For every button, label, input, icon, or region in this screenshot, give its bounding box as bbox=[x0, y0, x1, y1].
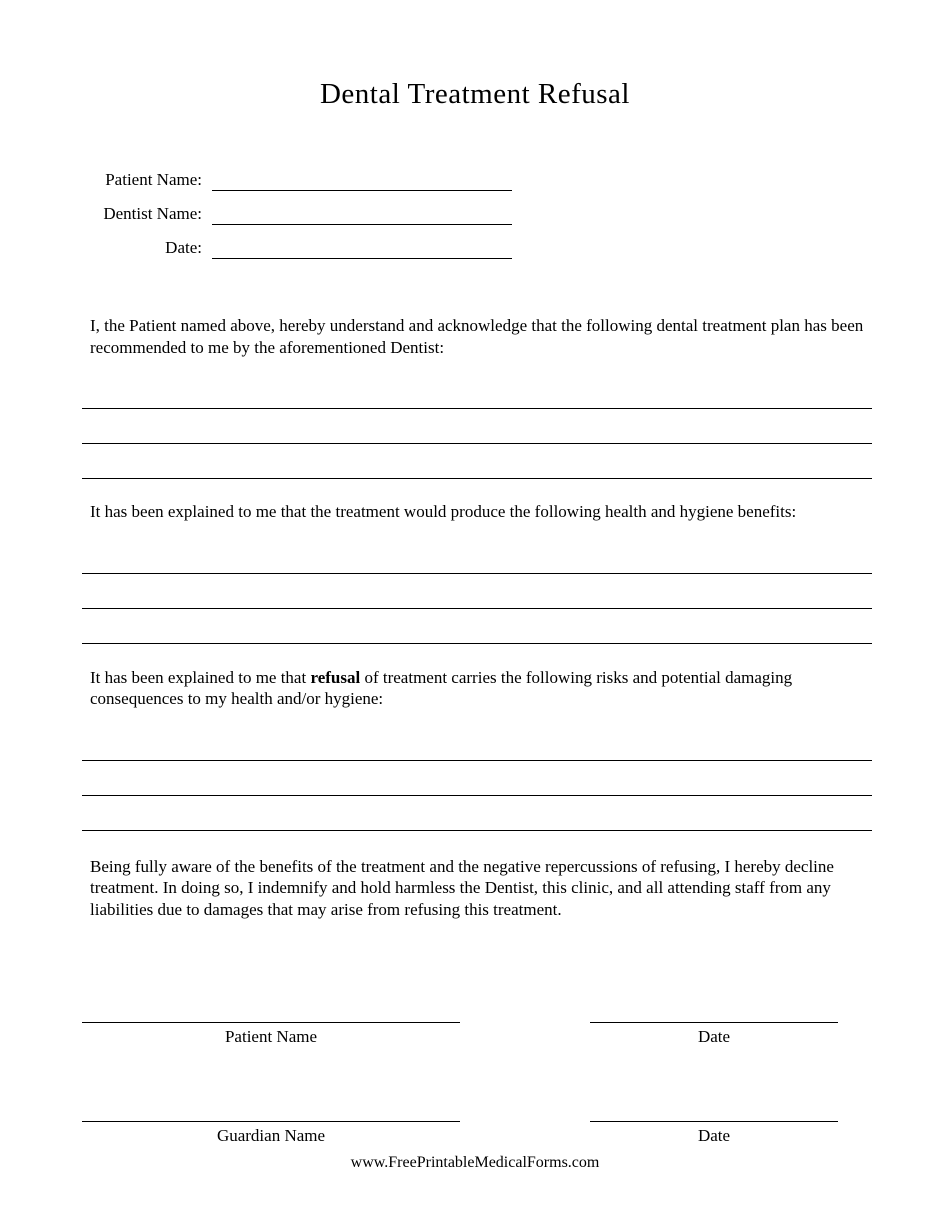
benefits-line-2[interactable] bbox=[82, 574, 872, 609]
patient-name-label: Patient Name: bbox=[105, 170, 202, 189]
guardian-date-line[interactable] bbox=[590, 1099, 838, 1122]
risks-paragraph bbox=[90, 667, 872, 710]
date-label: Date: bbox=[165, 238, 202, 257]
guardian-signature-label: Guardian Name bbox=[216, 1126, 326, 1145]
page-title: Dental Treatment Refusal bbox=[319, 78, 630, 110]
treatment-plan-line-3[interactable] bbox=[82, 444, 872, 479]
date-fill-line[interactable] bbox=[212, 236, 512, 259]
risks-text-suffix: of treatment carries the following risks and potential damaging consequences to my health and/or hygiene: bbox=[90, 667, 793, 708]
treatment-plan-write-lines bbox=[82, 366, 872, 479]
patient-date-block bbox=[590, 1000, 838, 1047]
guardian-date-label: Date bbox=[697, 1126, 731, 1145]
risks-line-1[interactable] bbox=[82, 718, 872, 761]
patient-name-fill-line[interactable] bbox=[212, 168, 512, 191]
risks-write-lines bbox=[82, 718, 872, 831]
guardian-signature-line[interactable] bbox=[82, 1099, 460, 1122]
intro-paragraph: I, the Patient named above, hereby understand and acknowledge that the following dental treatment plan has been recommended to me by the aforementioned Dentist: bbox=[90, 316, 864, 357]
benefits-line-1[interactable] bbox=[82, 531, 872, 574]
patient-date-line[interactable] bbox=[590, 1000, 838, 1023]
dentist-name-label: Dentist Name: bbox=[103, 204, 202, 223]
patient-signature-label: Patient Name bbox=[224, 1027, 318, 1046]
guardian-signature-block bbox=[82, 1099, 460, 1146]
date-field-row bbox=[80, 225, 950, 259]
dentist-name-fill-line[interactable] bbox=[212, 202, 512, 225]
dentist-name-field-row bbox=[80, 191, 950, 225]
guardian-signature-row bbox=[82, 1099, 868, 1146]
risks-bold-word: refusal bbox=[310, 667, 361, 687]
patient-date-label: Date bbox=[697, 1027, 731, 1046]
declaration-paragraph: Being fully aware of the benefits of the treatment and the negative repercussions of refusing, I hereby decline treatment. In doing so, I indemnify and hold harmless the Dentist, this clinic, and all attending staff from any liabilities due to damages that may arise from refusing this treatment. bbox=[90, 856, 834, 919]
treatment-plan-line-2[interactable] bbox=[82, 409, 872, 444]
benefits-line-3[interactable] bbox=[82, 609, 872, 644]
patient-name-field-row bbox=[80, 157, 950, 191]
risks-text-prefix: It has been explained to me that bbox=[90, 667, 311, 687]
patient-signature-line[interactable] bbox=[82, 1000, 460, 1023]
patient-signature-row bbox=[82, 1000, 868, 1047]
risks-line-3[interactable] bbox=[82, 796, 872, 831]
footer-url: www.FreePrintableMedicalForms.com bbox=[350, 1154, 600, 1171]
benefits-paragraph: It has been explained to me that the treatment would produce the following health and hygiene benefits: bbox=[90, 502, 797, 521]
guardian-date-block bbox=[590, 1099, 838, 1146]
risks-line-2[interactable] bbox=[82, 761, 872, 796]
treatment-plan-line-1[interactable] bbox=[82, 366, 872, 409]
benefits-write-lines bbox=[82, 531, 872, 644]
header-fields bbox=[80, 157, 950, 259]
patient-signature-block bbox=[82, 1000, 460, 1047]
